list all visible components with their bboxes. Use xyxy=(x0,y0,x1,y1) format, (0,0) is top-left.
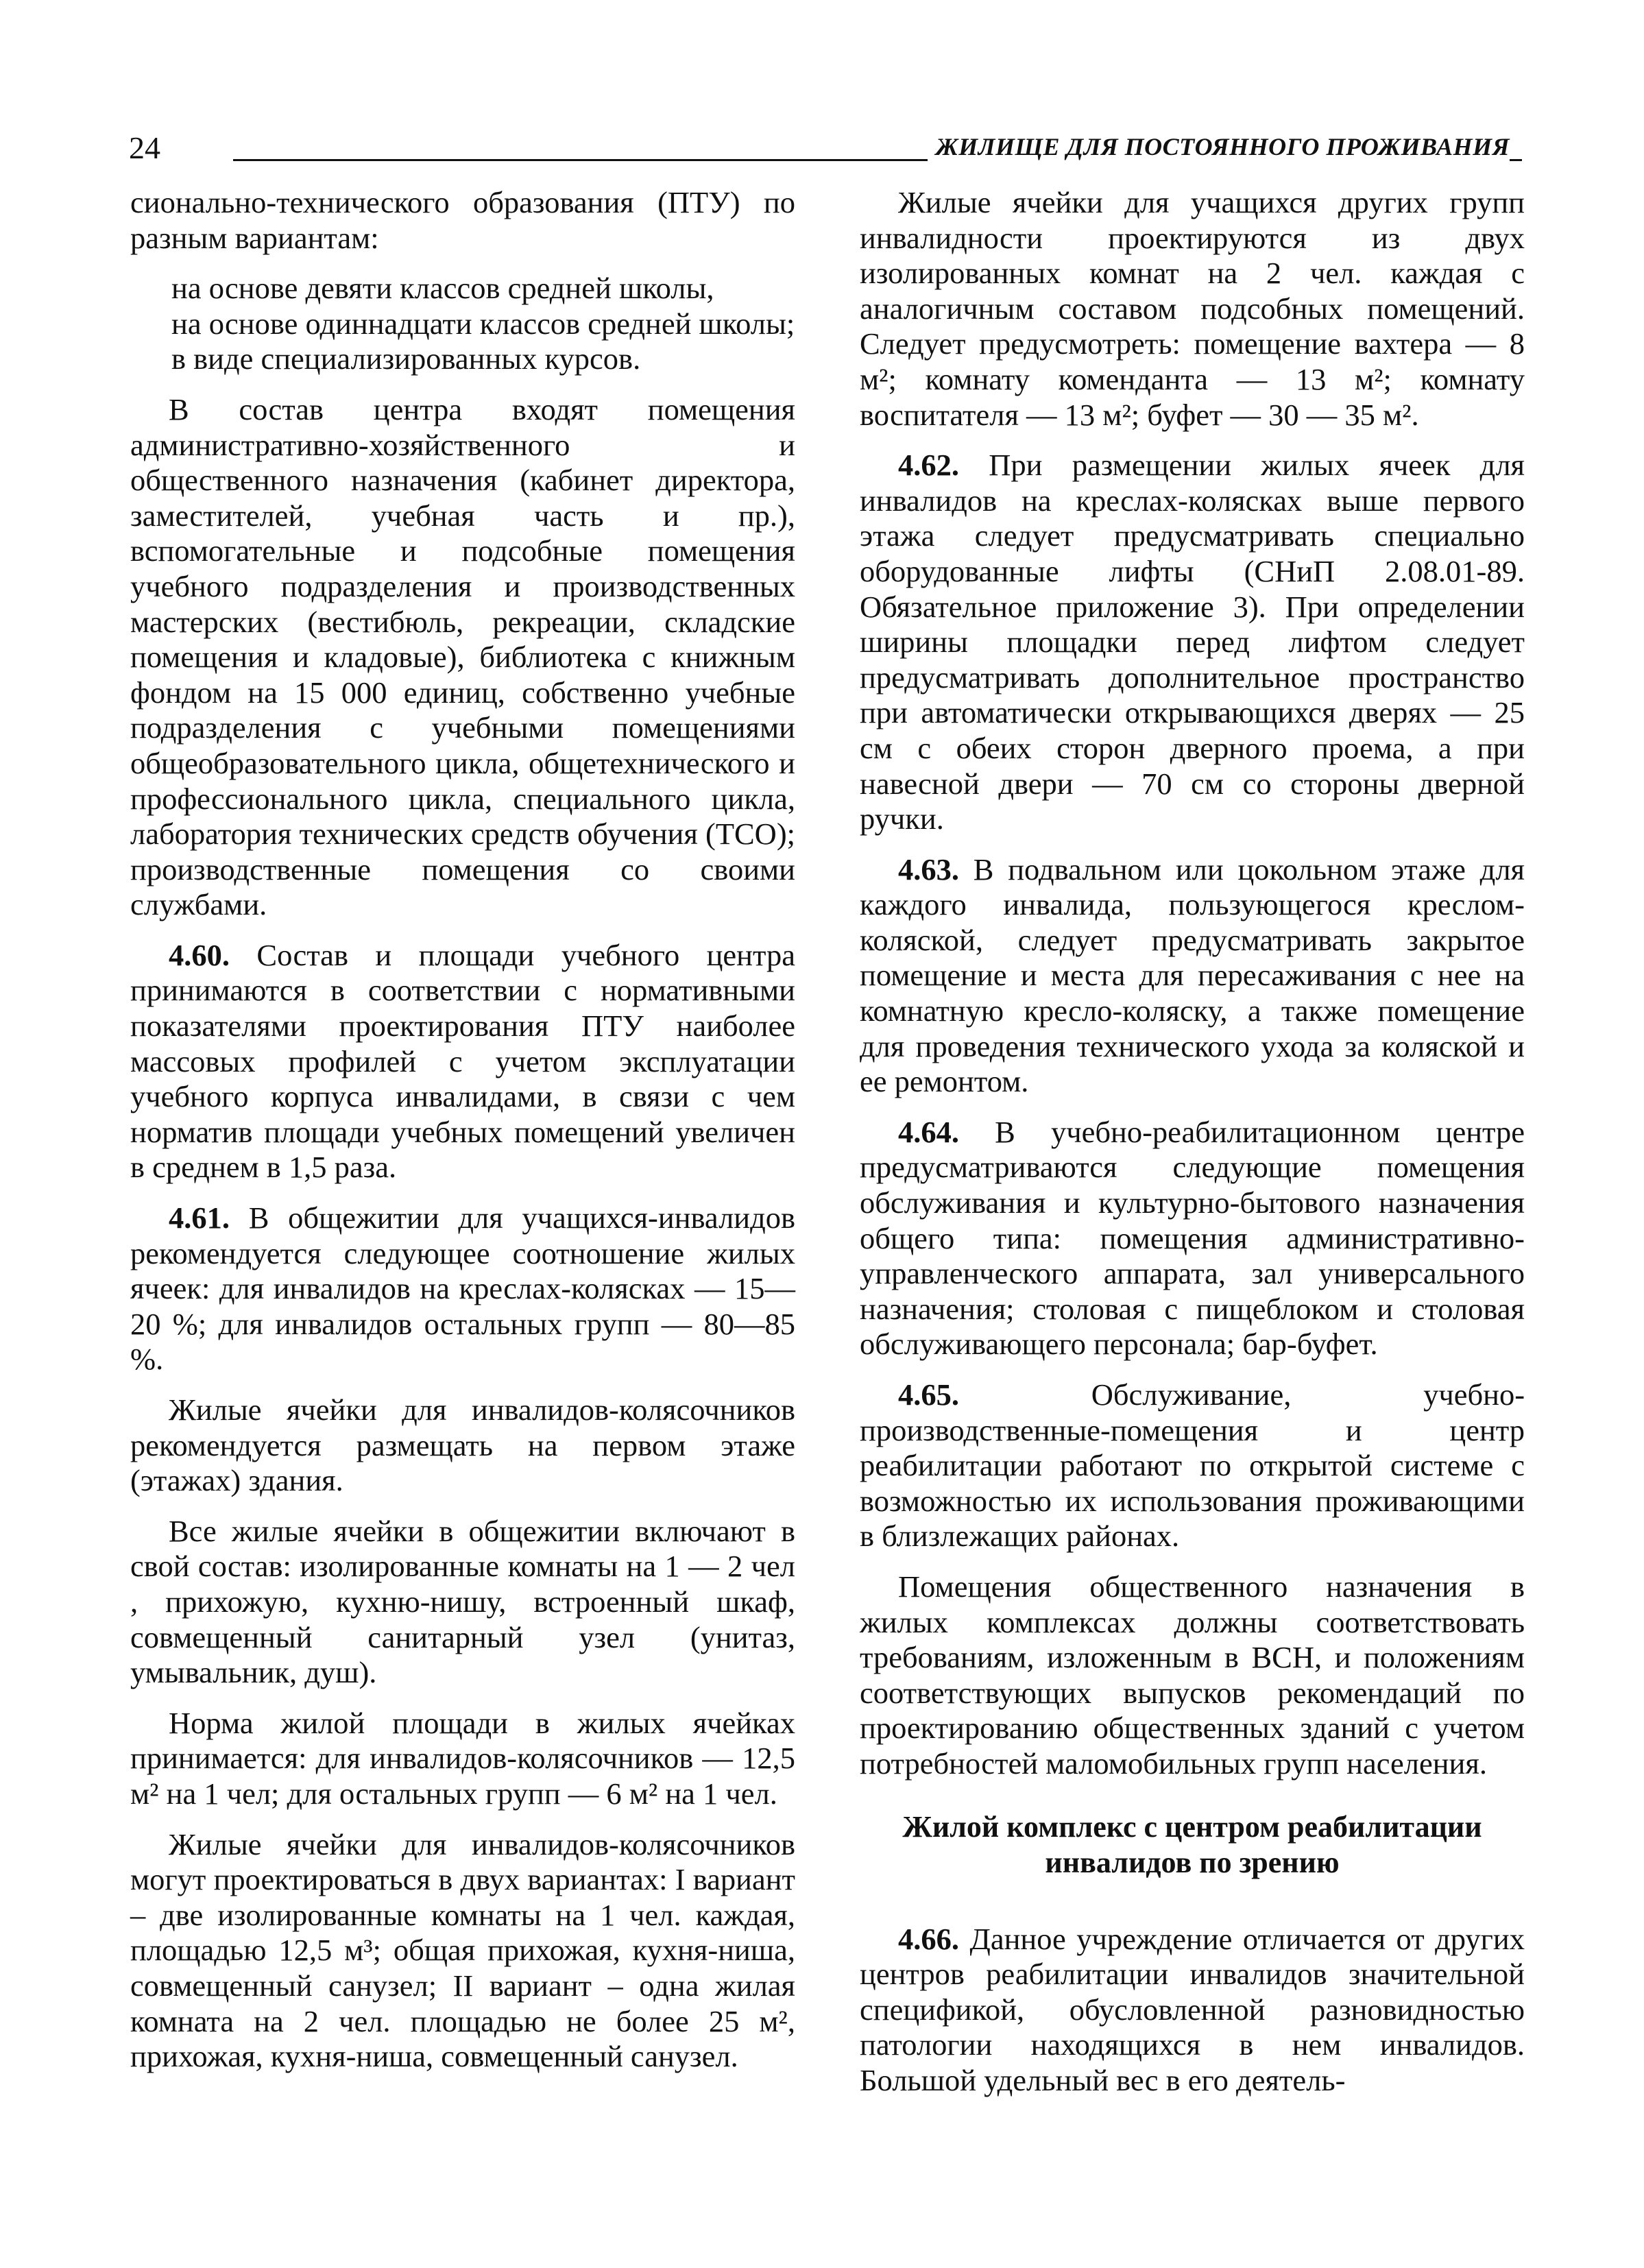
paragraph-4-65 xyxy=(860,1377,1525,1554)
section-number: 4.60. xyxy=(169,937,230,972)
paragraph-4-61 xyxy=(130,1201,795,1377)
paragraph-two-variants: Жилые ячейки для инвалидов-колясочников могут проектироваться в двух вариантах: I вариант – две изолированные комнаты на 1 чел. каждая, площадью 12,5 м³; общая прихожая, кухня-ниша, совмещенный санузел; II вариант – одна жилая комната на 2 чел. площадью не более 25 м², прихожая, кухня-ниша, совмещенный санузел. xyxy=(130,1826,795,2074)
section-heading xyxy=(860,1809,1525,1881)
paragraph-text: Состав и площади учебного центра принимаются в соответствии с нормативными показателями проектирования ПТУ наиболее массовых профилей с учетом эксплуатации учебного корпуса инвалидами, в связи с чем норматив площади учебных помещений увеличен в среднем в 1,5 раза. xyxy=(130,937,795,1185)
section-number: 4.65. xyxy=(898,1377,959,1412)
paragraph-4-66 xyxy=(860,1922,1525,2099)
paragraph-text: При размещении жилых ячеек для инвалидов на креслах-колясках выше первого этажа следует предусматривать специально оборудованные лифты (СНиП 2.08.01-89. Обязательное приложение 3). При определении ширины площадки перед лифтом следует предусматривать дополнительное пространство при автоматически открывающихся дверях — 25 см с обеих сторон дверного проема, а при навесной двери — 70 см со стороны дверной ручки. xyxy=(860,448,1525,836)
paragraph-center-composition: В состав центра входят помещения административно-хозяйственного и общественного назначения (кабинет директора, заместителей, учебная часть и пр.), вспомогательные и подсобные помещения учебного подразделения и производственных мастерских (вестибюль, рекреации, складские помещения и кладовые), библиотека с книжным фондом на 15 000 единиц, собственно учебные подразделения с учебными помещениями общеобразовательного цикла, общетехнического и профессионального цикла, специального цикла, лаборатория технических средств обучения (ТСО); производственные помещения со своими службами. xyxy=(130,391,795,922)
education-variants-list xyxy=(130,271,795,377)
paragraph-text: В общежитии для учащихся-инвалидов рекомендуется следующее соотношение жилых ячеек: для инвалидов на креслах-колясках — 15—20 %; для инвалидов остальных групп — 80—85 %. xyxy=(130,1201,795,1377)
running-title: ЖИЛИЩЕ ДЛЯ ПОСТОЯННОГО ПРОЖИВАНИЯ xyxy=(928,128,1510,166)
list-item: на основе одиннадцати классов средней школы; xyxy=(171,306,795,341)
paragraph-4-64 xyxy=(860,1115,1525,1362)
paragraph-4-63 xyxy=(860,852,1525,1100)
section-number: 4.62. xyxy=(898,448,959,483)
paragraph-other-groups: Жилые ячейки для учащихся других групп инвалидности проектируются из двух изолированных комнат на 2 чел. каждая с аналогичным составом подсобных помещений. Следует предусмотреть: помещение вахтера — 8 м²; комнату коменданта — 13 м²; комнату воспитателя — 13 м²; буфет — 30 — 35 м². xyxy=(860,185,1525,432)
paragraph-text: В подвальном или цокольном этаже для каждого инвалида, пользующегося креслом-коляской, следует предусматривать закрытое помещение и места для пересаживания с нее на комнатную кресло-коляску, а также помещение для проведения технического ухода за коляской и ее ремонтом. xyxy=(860,852,1525,1099)
paragraph-4-60 xyxy=(130,938,795,1185)
page-number: 24 xyxy=(129,130,160,165)
list-item: в виде специализированных курсов. xyxy=(171,341,641,376)
paragraph-ground-floor: Жилые ячейки для инвалидов-колясочников рекомендуется размещать на первом этаже (этажах) здания. xyxy=(130,1392,795,1498)
paragraph-cell-composition: Все жилые ячейки в общежитии включают в свой состав: изолированные комнаты на 1 — 2 чел , прихожую, кухню-нишу, встроенный шкаф, совмещенный санитарный узел (унитаз, умывальник, душ). xyxy=(130,1513,795,1690)
paragraph-text: В учебно-реабилитационном центре предусматриваются следующие помещения обслуживания и культурно-бытового назначения общего типа: помещения административно-управленческого аппарата, зал универсального назначения; столовая с пищеблоком и столовая обслуживающего персонала; бар-буфет. xyxy=(860,1114,1525,1362)
paragraph-public-premises: Помещения общественного назначения в жилых комплексах должны соответствовать требованиям, изложенным в ВСН, и положениям соответствующих выпусков рекомендаций по проектированию общественных зданий с учетом потребностей маломобильных групп населения. xyxy=(860,1569,1525,1781)
section-number: 4.64. xyxy=(898,1114,959,1149)
paragraph-4-62 xyxy=(860,448,1525,837)
paragraph-intro: сионально-технического образования (ПТУ) по разным вариантам: xyxy=(130,185,795,255)
list-item: на основе девяти классов средней школы, xyxy=(171,271,714,306)
paragraph-area-norm: Норма жилой площади в жилых ячейках принимается: для инвалидов-колясочников — 12,5 м² на 1 чел; для остальных групп — 6 м² на 1 чел. xyxy=(130,1705,795,1811)
section-number: 4.63. xyxy=(898,852,959,886)
page-header xyxy=(123,128,1522,169)
paragraph-text: Обслуживание, учебно-производственные-помещения и центр реабилитации работают по открытой системе с возможностью их использования проживающими в близлежащих районах. xyxy=(860,1377,1525,1554)
paragraph-text: Данное учреждение отличается от других центров реабилитации инвалидов значительной спецификой, обусловленной разновидностью патологии находящихся в нем инвалидов. Большой удельный вес в его деятель- xyxy=(860,1921,1525,2097)
left-column xyxy=(130,185,795,2090)
right-column xyxy=(860,185,1525,2114)
section-number: 4.66. xyxy=(898,1921,959,1956)
section-heading-line: инвалидов по зрению xyxy=(1045,1845,1340,1879)
section-number: 4.61. xyxy=(169,1201,230,1235)
section-heading-line: Жилой комплекс с центром реабилитации xyxy=(902,1809,1482,1844)
